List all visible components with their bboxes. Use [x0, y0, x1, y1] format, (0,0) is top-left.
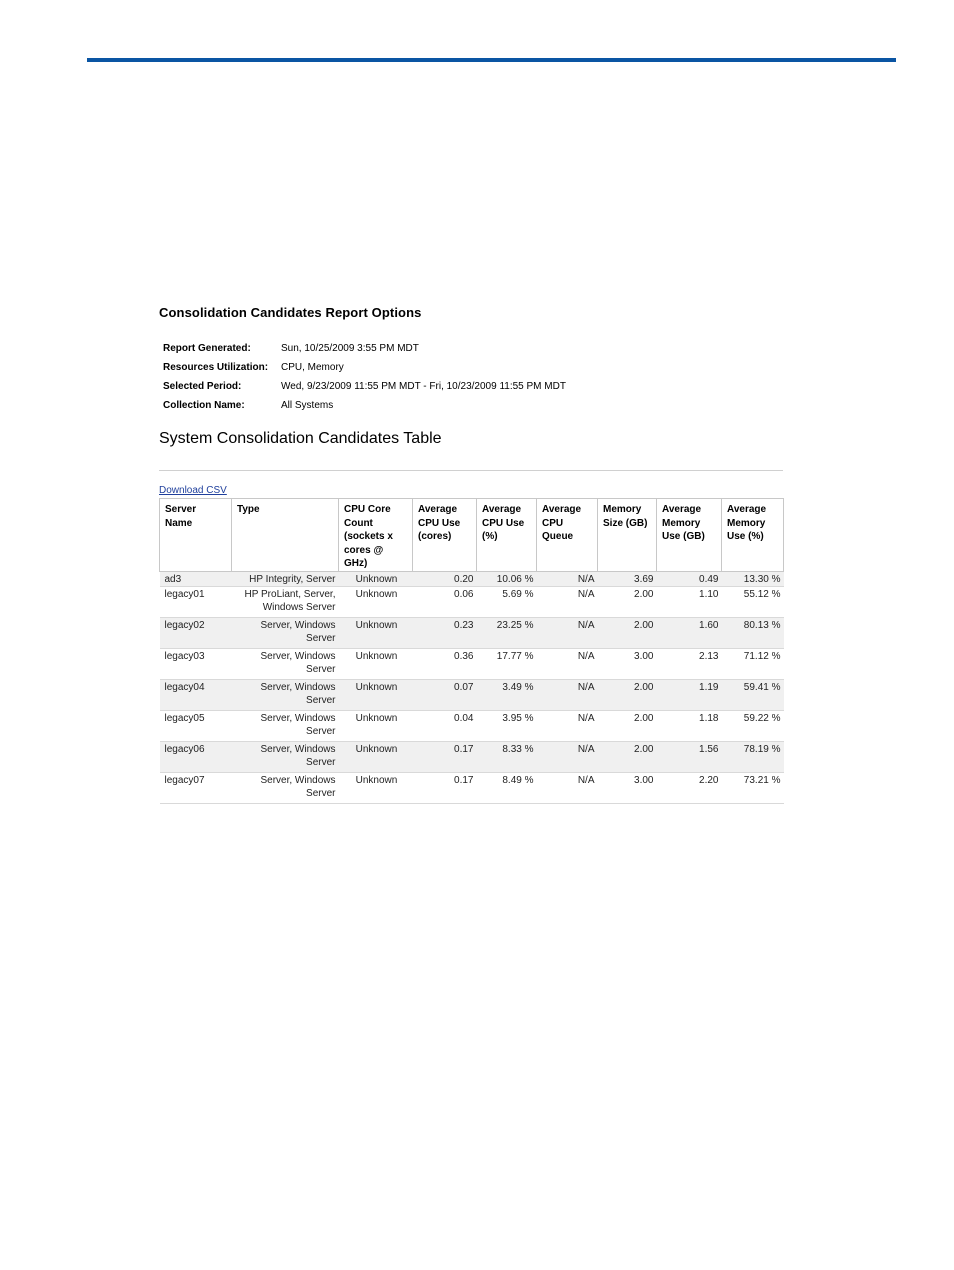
cell-server-name: ad3	[160, 571, 232, 587]
cell-avg-mem-gb: 1.60	[657, 618, 722, 649]
cell-server-name: legacy01	[160, 587, 232, 618]
cell-avg-cpu-pct: 5.69 %	[477, 587, 537, 618]
option-value: All Systems	[281, 400, 334, 411]
option-label: Report Generated:	[163, 343, 251, 354]
option-label: Collection Name:	[163, 400, 245, 411]
cell-avg-cpu-queue: N/A	[537, 587, 598, 618]
cell-avg-cpu-cores: 0.07	[413, 680, 477, 711]
cell-server-name: legacy03	[160, 649, 232, 680]
table-row	[160, 649, 784, 680]
cell-server-name: legacy05	[160, 711, 232, 742]
header-avg-mem-gb: Average Memory Use (GB)	[657, 499, 722, 572]
cell-memory-size: 2.00	[598, 680, 657, 711]
cell-type: Server, Windows Server	[232, 649, 339, 680]
cell-server-name: legacy07	[160, 773, 232, 804]
cell-avg-cpu-pct: 8.49 %	[477, 773, 537, 804]
cell-memory-size: 2.00	[598, 587, 657, 618]
cell-avg-mem-gb: 1.10	[657, 587, 722, 618]
cell-type: Server, Windows Server	[232, 680, 339, 711]
header-type: Type	[232, 499, 339, 572]
cell-memory-size: 2.00	[598, 711, 657, 742]
table-row	[160, 618, 784, 649]
option-row	[163, 396, 566, 415]
option-label: Resources Utilization:	[163, 362, 269, 373]
table-row	[160, 711, 784, 742]
cell-avg-cpu-cores: 0.23	[413, 618, 477, 649]
cell-server-name: legacy06	[160, 742, 232, 773]
cell-avg-cpu-pct: 8.33 %	[477, 742, 537, 773]
cell-cpu-core-count: Unknown	[339, 649, 413, 680]
option-label: Selected Period:	[163, 381, 242, 392]
cell-avg-cpu-queue: N/A	[537, 742, 598, 773]
cell-cpu-core-count: Unknown	[339, 587, 413, 618]
header-avg-mem-pct: Average Memory Use (%)	[722, 499, 784, 572]
header-server-name: Server Name	[160, 499, 232, 572]
cell-avg-cpu-cores: 0.17	[413, 742, 477, 773]
cell-type: HP Integrity, Server	[232, 571, 339, 587]
cell-avg-cpu-cores: 0.04	[413, 711, 477, 742]
cell-avg-cpu-queue: N/A	[537, 773, 598, 804]
cell-avg-cpu-pct: 10.06 %	[477, 571, 537, 587]
header-avg-cpu-pct: Average CPU Use (%)	[477, 499, 537, 572]
cell-avg-mem-gb: 0.49	[657, 571, 722, 587]
report-options-title: Consolidation Candidates Report Options	[159, 305, 422, 320]
table-row	[160, 742, 784, 773]
cell-server-name: legacy02	[160, 618, 232, 649]
cell-cpu-core-count: Unknown	[339, 680, 413, 711]
cell-avg-mem-gb: 1.18	[657, 711, 722, 742]
cell-avg-mem-pct: 13.30 %	[722, 571, 784, 587]
cell-avg-cpu-pct: 23.25 %	[477, 618, 537, 649]
report-options-grid	[163, 339, 566, 415]
cell-memory-size: 2.00	[598, 742, 657, 773]
cell-type: Server, Windows Server	[232, 711, 339, 742]
cell-avg-cpu-queue: N/A	[537, 680, 598, 711]
title-divider	[159, 470, 783, 471]
cell-avg-mem-pct: 59.22 %	[722, 711, 784, 742]
cell-server-name: legacy04	[160, 680, 232, 711]
option-row	[163, 377, 566, 396]
cell-type: Server, Windows Server	[232, 773, 339, 804]
cell-avg-cpu-cores: 0.17	[413, 773, 477, 804]
option-value: Wed, 9/23/2009 11:55 PM MDT - Fri, 10/23/2009 11:55 PM MDT	[281, 381, 566, 392]
cell-avg-mem-gb: 2.20	[657, 773, 722, 804]
table-row	[160, 680, 784, 711]
cell-cpu-core-count: Unknown	[339, 711, 413, 742]
download-csv-link[interactable]: Download CSV	[159, 485, 227, 496]
cell-avg-cpu-cores: 0.06	[413, 587, 477, 618]
cell-avg-cpu-queue: N/A	[537, 571, 598, 587]
cell-avg-cpu-queue: N/A	[537, 618, 598, 649]
cell-avg-cpu-queue: N/A	[537, 649, 598, 680]
header-cpu-core-count: CPU Core Count (sockets x cores @ GHz)	[339, 499, 413, 572]
table-header-row	[160, 499, 784, 572]
cell-avg-mem-gb: 1.19	[657, 680, 722, 711]
option-row	[163, 339, 566, 358]
cell-type: Server, Windows Server	[232, 742, 339, 773]
cell-avg-cpu-queue: N/A	[537, 711, 598, 742]
consolidation-candidates-table	[159, 498, 784, 804]
cell-type: HP ProLiant, Server, Windows Server	[232, 587, 339, 618]
cell-avg-mem-pct: 59.41 %	[722, 680, 784, 711]
table-row	[160, 571, 784, 587]
header-avg-cpu-cores: Average CPU Use (cores)	[413, 499, 477, 572]
table-row	[160, 773, 784, 804]
cell-type: Server, Windows Server	[232, 618, 339, 649]
table-row	[160, 587, 784, 618]
cell-memory-size: 3.00	[598, 773, 657, 804]
cell-cpu-core-count: Unknown	[339, 571, 413, 587]
cell-memory-size: 2.00	[598, 618, 657, 649]
option-value: Sun, 10/25/2009 3:55 PM MDT	[281, 343, 419, 354]
cell-avg-mem-pct: 78.19 %	[722, 742, 784, 773]
header-avg-cpu-queue: Average CPU Queue	[537, 499, 598, 572]
top-rule	[87, 58, 896, 62]
cell-memory-size: 3.69	[598, 571, 657, 587]
cell-cpu-core-count: Unknown	[339, 773, 413, 804]
cell-avg-cpu-pct: 3.49 %	[477, 680, 537, 711]
option-row	[163, 358, 566, 377]
cell-avg-cpu-cores: 0.20	[413, 571, 477, 587]
cell-avg-mem-gb: 1.56	[657, 742, 722, 773]
header-memory-size: Memory Size (GB)	[598, 499, 657, 572]
cell-avg-cpu-pct: 3.95 %	[477, 711, 537, 742]
cell-avg-mem-pct: 71.12 %	[722, 649, 784, 680]
cell-avg-cpu-cores: 0.36	[413, 649, 477, 680]
table-title: System Consolidation Candidates Table	[159, 430, 442, 447]
cell-memory-size: 3.00	[598, 649, 657, 680]
cell-cpu-core-count: Unknown	[339, 618, 413, 649]
cell-cpu-core-count: Unknown	[339, 742, 413, 773]
cell-avg-mem-gb: 2.13	[657, 649, 722, 680]
option-value: CPU, Memory	[281, 362, 344, 373]
cell-avg-mem-pct: 73.21 %	[722, 773, 784, 804]
cell-avg-mem-pct: 55.12 %	[722, 587, 784, 618]
cell-avg-cpu-pct: 17.77 %	[477, 649, 537, 680]
cell-avg-mem-pct: 80.13 %	[722, 618, 784, 649]
